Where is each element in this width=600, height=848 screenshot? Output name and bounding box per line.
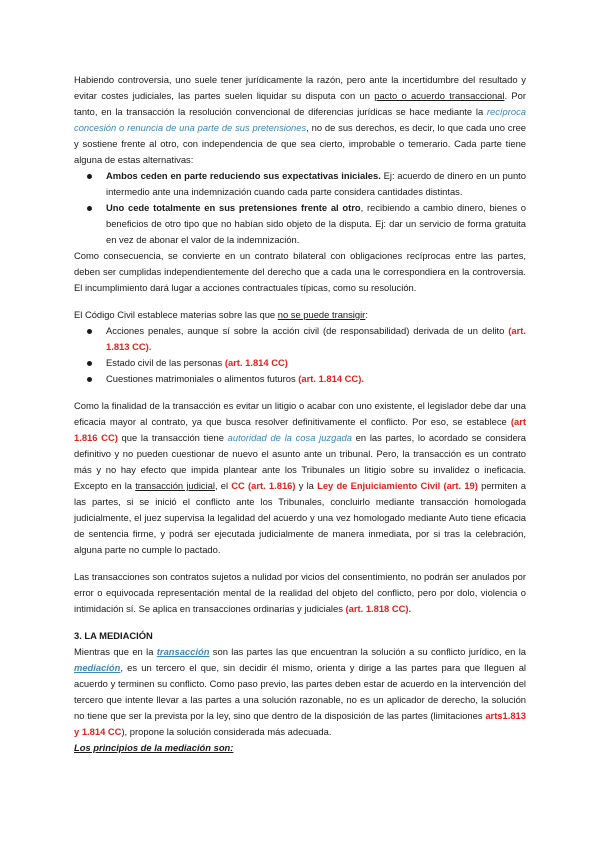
article-reference: CC (art. 1.816): [231, 480, 296, 491]
emphasis-cosa-juzgada: autoridad de la cosa juzgada: [227, 432, 352, 443]
paragraph-nulidad: Las transacciones son contratos sujetos a nulidad por vicios del consentimiento, no podrán ser anulados por error o equivocada representación mental de la realidad del objeto del conflicto, pero por dolo, violencia o intimidación sí. Se aplica en transacciones ordinarias y judiciales (art. 1.818 CC).: [74, 571, 526, 614]
bullet-icon: [87, 377, 92, 382]
bullet-icon: [87, 361, 92, 366]
principios-subheading: Los principios de la mediación son:: [74, 742, 234, 753]
document-body: [74, 72, 526, 756]
no-transigir-term: no se puede transigir: [277, 309, 366, 320]
article-reference: (art. 1.813 CC): [106, 325, 526, 352]
bullet-icon: [87, 174, 92, 179]
article-reference: Ley de Enjuiciamiento Civil (art. 19): [317, 480, 478, 491]
article-reference: (art 1.816 CC): [74, 416, 526, 443]
bullet-icon: [87, 206, 92, 211]
article-reference: (art. 1.814 CC): [298, 373, 362, 384]
paragraph-finalidad: Como la finalidad de la transacción es evitar un litigio o acabar con uno existente, el legislador debe dar una eficacia mayor al contrato, ya que busca resolver definitivamente el conflicto. Por eso, se establece (art 1.816 CC) que la transacción tiene autoridad de la cosa juzgada en las partes, lo acordado se considera definitivo y no pueden cuestionar de nuevo el asunto ante un tribunal. Pero, la transacción es un contrato más y no hay efecto que impida plantear ante los Tribunales un litigio sobre su invalidez o ineficacia. Excepto en la transacción judicial, el CC (art. 1.816) y la Ley de Enjuiciamiento Civil (art. 19) permiten a las partes, si se inició el conflicto ante los Tribunales, concluirlo mediante transacción homologada judicialmente, el juez supervisa la legalidad del acuerdo y una vez homologado mediante Auto tiene eficacia de sentencia firme, y podrá ser ejecutada judicialmente de manera inmediata, por si tras la celebración, alguna parte no cumple lo pactado.: [74, 400, 526, 555]
paragraph-transaccion-intro: Habiendo controversia, uno suele tener jurídicamente la razón, pero ante la incertidumbre del resultado y evitar costes judiciales, las partes suelen liquidar su disputa con un pacto o acuerdo transaccional. Por tanto, en la transacción la resolución convencional de diferencias jurídicas se hace mediante la recíproca concesión o renuncia de una parte de sus pretensiones, no de sus derechos, es decir, lo que cada uno cree y sostiene frente al otro, con independencia de que sea cierto, improbable o temerario. Cada parte tiene alguna de estas alternativas:: [74, 74, 527, 165]
transaccion-term: transacción: [156, 646, 210, 657]
list-item: Uno cede totalmente en sus pretensiones frente al otro, recibiendo a cambio dinero, bienes o beneficios de otro tipo que no habían sido objeto de la disputa. Ej: dar un servicio de forma gratuita en vez de abonar el valor de la indemnización.: [74, 200, 526, 248]
list-item: Estado civil de las personas (art. 1.814 CC): [74, 355, 526, 371]
article-reference: (art. 1.818 CC): [345, 603, 409, 614]
list-item: Ambos ceden en parte reduciendo sus expectativas iniciales. Ej: acuerdo de dinero en un punto intermedio ante una indemnización cuando cada parte considera cantidades distintas.: [74, 168, 526, 200]
alternatives-list: [74, 168, 526, 248]
mediacion-term: mediación: [74, 662, 121, 673]
list-item: Cuestiones matrimoniales o alimentos futuros (art. 1.814 CC).: [74, 371, 526, 387]
paragraph-mediacion: Mientras que en la transacción son las partes las que encuentran la solución a su conflicto jurídico, en la mediación, es un tercero el que, sin decidir él mismo, orienta y dirige a las partes para que lleguen al acuerdo y terminen su conflicto. Como paso previo, las partes deben estar de acuerdo en la intervención del tercero que intente llevar a las partes a una solución razonable, no es un aplicador de derecho, la solución no tiene que ser la prevista por la ley, sino que dentro de la disposición de las partes (limitaciones arts1.813 y 1.814 CC), propone la solución considerada más adecuada.: [74, 646, 527, 737]
materias-list: [74, 323, 526, 387]
article-reference: (art. 1.814 CC): [224, 357, 288, 368]
section-heading: 3. LA MEDIACIÓN: [74, 630, 153, 641]
article-reference: arts1.813 y 1.814 CC: [74, 710, 526, 737]
list-item: Acciones penales, aunque sí sobre la acción civil (de responsabilidad) derivada de un delito (art. 1.813 CC).: [74, 323, 526, 355]
paragraph-consecuencia: Como consecuencia, se convierte en un contrato bilateral con obligaciones recíprocas entre las partes, deben ser cumplidas independientemente del derecho que a cada una le correspondiera en la controversia. El incumplimiento dará lugar a acciones contractuales típicas, como su resolución.: [74, 250, 526, 293]
pacto-acuerdo-term: pacto o acuerdo transaccional: [374, 90, 505, 101]
transaccion-judicial-term: transacción judicial: [135, 480, 215, 491]
paragraph-codigo-civil: El Código Civil establece materias sobre las que no se puede transigir:: [74, 309, 368, 320]
emphasis-reciproca-concesion: recíproca concesión o renuncia de una parte de sus pretensiones: [74, 106, 526, 133]
bullet-icon: [87, 329, 92, 334]
